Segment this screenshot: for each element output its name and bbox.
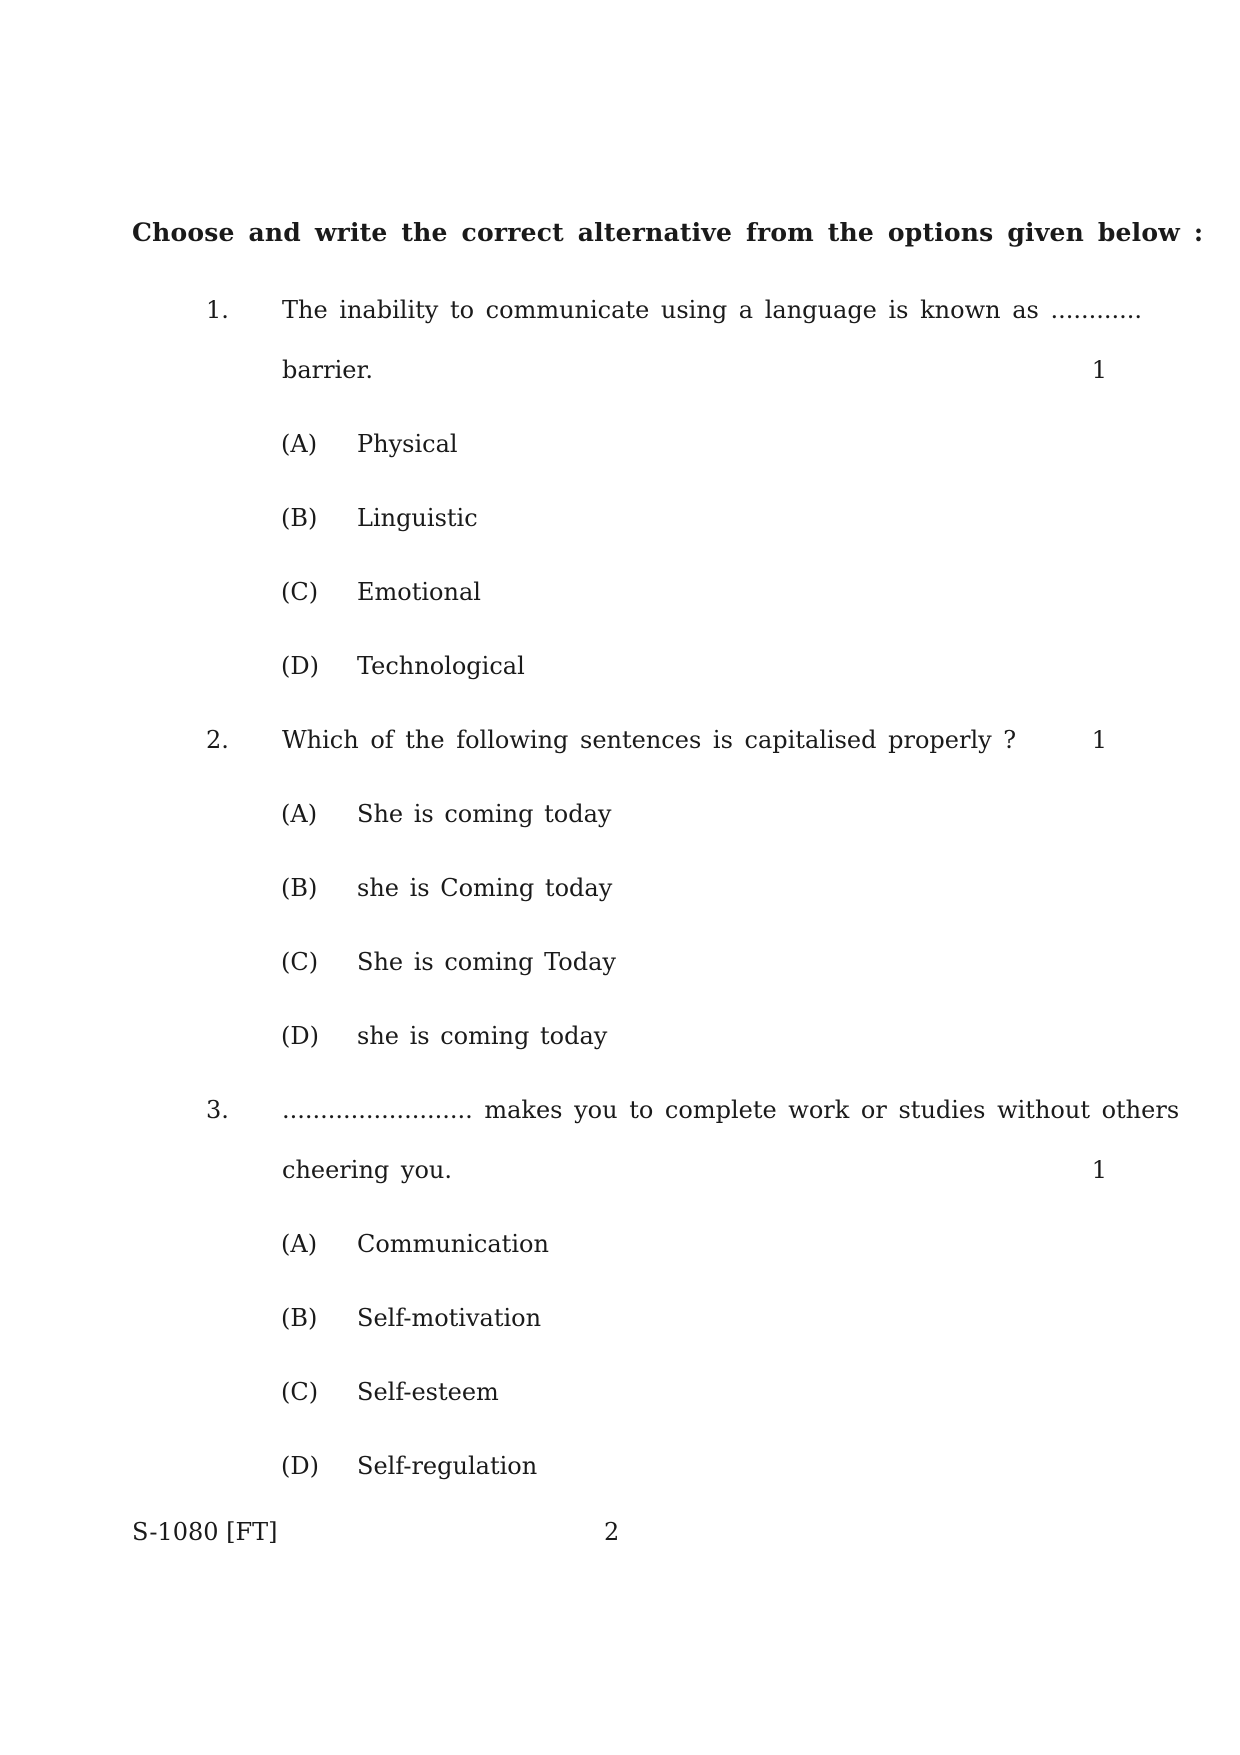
option-label: (D) — [281, 1022, 319, 1050]
option-label: (C) — [281, 948, 319, 976]
option-label: (D) — [281, 652, 319, 680]
question-marks: 1 — [1091, 726, 1107, 754]
option-label: (A) — [281, 430, 318, 458]
question-text-line2: barrier. — [282, 356, 373, 384]
paper-code: S-1080 [FT] — [132, 1518, 278, 1546]
question-number: 2. — [206, 726, 229, 754]
option-text: she is coming today — [357, 1022, 608, 1050]
option-label: (D) — [281, 1452, 319, 1480]
option-text: she is Coming today — [357, 874, 613, 902]
option-label: (C) — [281, 1378, 319, 1406]
question-number: 3. — [206, 1096, 229, 1124]
option-label: (B) — [281, 874, 318, 902]
page-number: 2 — [604, 1518, 620, 1546]
option-text: Physical — [357, 430, 458, 458]
option-label: (C) — [281, 578, 319, 606]
option-label: (B) — [281, 1304, 318, 1332]
instruction-heading: Choose and write the correct alternative from the options given below : — [132, 218, 1204, 247]
option-text: Linguistic — [357, 504, 478, 532]
question-text-line1: Which of the following sentences is capitalised properly ? — [282, 726, 1017, 754]
question-text-line1: The inability to communicate using a language is known as ............ — [282, 296, 1143, 324]
option-label: (A) — [281, 1230, 318, 1258]
option-text: She is coming Today — [357, 948, 616, 976]
question-marks: 1 — [1091, 356, 1107, 384]
option-text: Emotional — [357, 578, 481, 606]
option-label: (B) — [281, 504, 318, 532]
option-text: Self-esteem — [357, 1378, 499, 1406]
question-number: 1. — [206, 296, 229, 324]
question-text-line2: cheering you. — [282, 1156, 452, 1184]
question-marks: 1 — [1091, 1156, 1107, 1184]
option-text: Technological — [357, 652, 525, 680]
option-text: Communication — [357, 1230, 549, 1258]
option-label: (A) — [281, 800, 318, 828]
option-text: Self-motivation — [357, 1304, 542, 1332]
question-text-line1: ......................... makes you to complete work or studies without others — [282, 1096, 1180, 1124]
option-text: Self-regulation — [357, 1452, 538, 1480]
option-text: She is coming today — [357, 800, 612, 828]
